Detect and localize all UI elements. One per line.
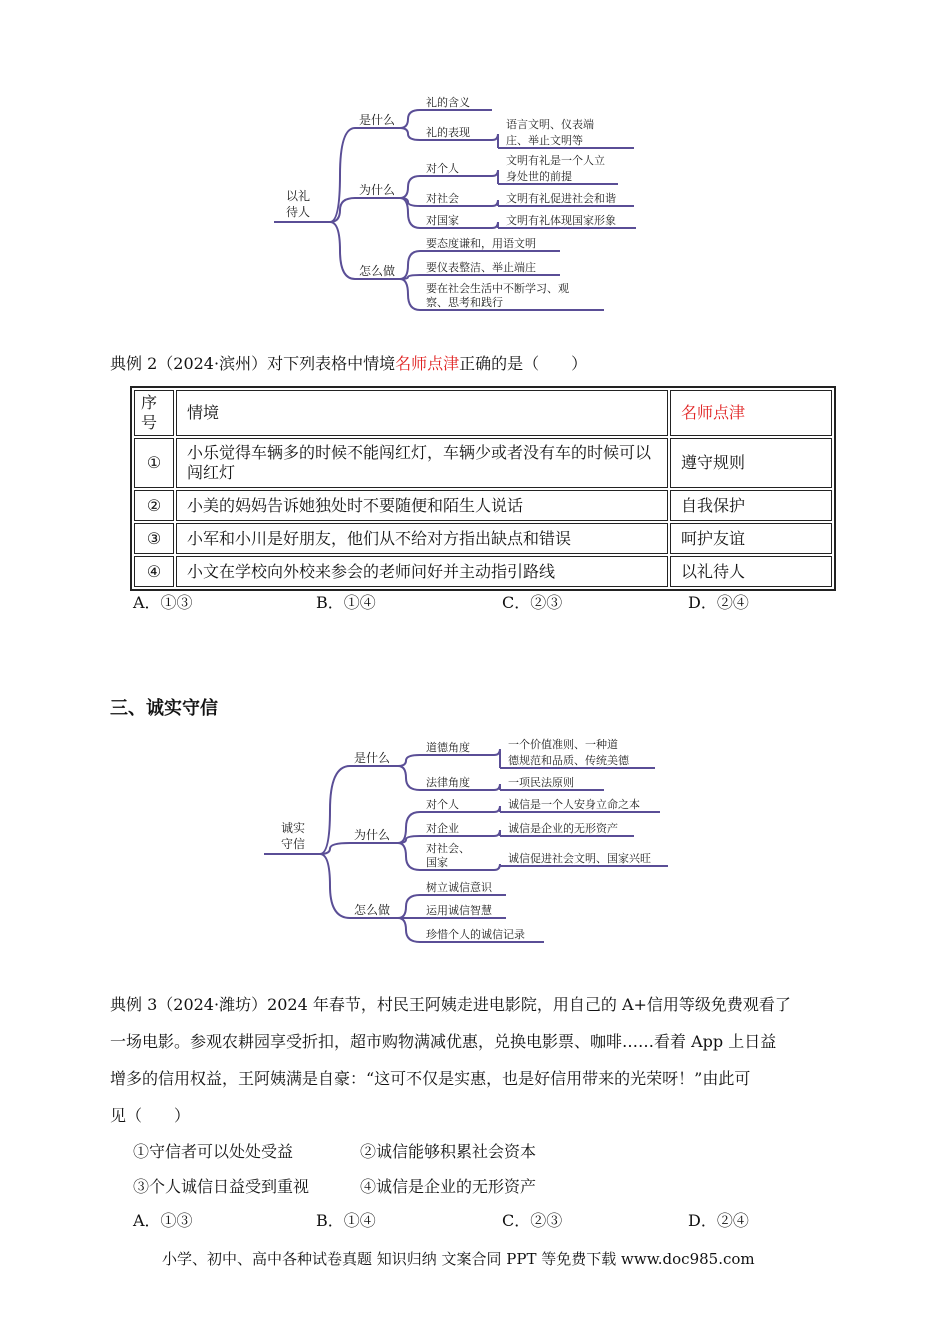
example2-option-b: B．①④ [316, 593, 376, 612]
example3-statement-4: ④诚信是企业的无形资产 [360, 1177, 537, 1196]
example3-option-c: C．②③ [502, 1211, 563, 1230]
mindmap-detail-text: 身处世的前提 [506, 170, 572, 183]
mindmap-item-connector [398, 918, 420, 942]
mindmap-branch-label: 是什么 [354, 751, 391, 765]
mindmap-detail-connector [494, 749, 500, 768]
mindmap-root: 以礼 [286, 189, 311, 203]
mindmap-detail-connector [494, 806, 500, 812]
mindmap-item-label: 对个人 [426, 162, 459, 175]
row-scene: 小美的妈妈告诉她独处时不要随便和陌生人说话 [176, 490, 668, 521]
mindmap-item-label: 礼的含义 [426, 96, 470, 109]
mindmap-root: 待人 [286, 205, 311, 219]
mindmap-detail-text: 一项民法原则 [508, 776, 574, 789]
mindmap-item-label: 要态度谦和，用语文明 [426, 237, 536, 250]
mindmap-item-connector [398, 843, 420, 870]
mindmap-item-label: 察、思考和践行 [426, 296, 503, 309]
row-number: ④ [134, 556, 174, 587]
mindmap-detail-connector [494, 830, 500, 836]
mindmap-item-label: 国家 [426, 856, 448, 869]
mindmap-detail-connector [494, 784, 500, 790]
row-number: ② [134, 490, 174, 521]
mindmap-branch-connector [320, 766, 350, 854]
example2-highlight: 名师点津 [395, 354, 460, 373]
mindmap-item-label: 对国家 [426, 214, 459, 227]
mindmap-branch-label: 为什么 [354, 828, 391, 842]
mindmap-branch-label: 怎么做 [354, 903, 391, 917]
example2-suffix: 正确的是（ ） [459, 354, 588, 373]
row-tip: 自我保护 [670, 490, 832, 521]
mindmap-item-label: 对个人 [426, 798, 459, 811]
mindmap-detail-text: 诚信是一个人安身立命之本 [508, 798, 640, 811]
mindmap-detail-text: 文明有礼促进社会和谐 [506, 192, 616, 205]
mindmap-item-label: 要仪表整洁、举止端庄 [426, 261, 536, 274]
row-scene: 小乐觉得车辆多的时候不能闯红灯，车辆少或者没有车的时候可以闯红灯 [176, 438, 668, 488]
mindmap-item-label: 运用诚信智慧 [426, 904, 492, 917]
mindmap-item-connector [398, 895, 420, 918]
mindmap-root: 守信 [281, 837, 306, 851]
mindmap-item-connector [398, 755, 420, 766]
example2-option-c: C．②③ [502, 593, 563, 612]
row-number: ③ [134, 523, 174, 554]
mindmap-item-label: 法律角度 [426, 776, 470, 789]
row-scene: 小文在学校向外校来参会的老师问好并主动指引路线 [176, 556, 668, 587]
mindmap-detail-connector [494, 864, 500, 870]
example3-line-1: 典例 3（2024·潍坊）2024 年春节，村民王阿姨走进电影院，用自己的 A+信用等级免费观看了 [110, 995, 791, 1014]
header-tip: 名师点津 [670, 390, 832, 436]
example2-prefix: 典例 2（2024·滨州）对下列表格中情境 [110, 354, 396, 373]
mindmap-item-label: 树立诚信意识 [426, 881, 492, 894]
mindmap-item-label: 对社会 [426, 192, 459, 205]
row-scene: 小军和小川是好朋友，他们从不给对方指出缺点和错误 [176, 523, 668, 554]
mindmap-item-label: 要在社会生活中不断学习、观 [426, 282, 569, 295]
example3-statement-2: ②诚信能够积累社会资本 [360, 1142, 537, 1161]
page-footer: 小学、初中、高中各种试卷真题 知识归纳 文案合同 PPT 等免费下载 www.doc985.com [162, 1250, 755, 1268]
example3-statement-3: ③个人诚信日益受到重视 [133, 1177, 310, 1196]
example3-line-2: 一场电影。参观农耕园享受折扣，超市购物满减优惠，兑换电影票、咖啡……看着 App 上日益 [110, 1032, 777, 1051]
example2-option-d: D．②④ [688, 593, 749, 612]
mindmap-detail-text: 诚信促进社会文明、国家兴旺 [508, 852, 651, 865]
mindmap-branch-connector [320, 854, 350, 918]
mindmap-item-label: 对社会、 [426, 842, 470, 855]
row-tip: 遵守规则 [670, 438, 832, 488]
example3-line-3: 增多的信用权益，王阿姨满是自豪：“这可不仅是实惠，也是好信用带来的光荣呀！”由此可 [110, 1069, 751, 1088]
mindmap-item-label: 珍惜个人的诚信记录 [426, 928, 525, 941]
example3-statement-1: ①守信者可以处处受益 [133, 1142, 294, 1161]
mindmap-detail-text: 德规范和品质、传统美德 [508, 754, 629, 767]
example2-option-a: A．①③ [133, 593, 193, 612]
row-tip: 呵护友谊 [670, 523, 832, 554]
example3-option-d: D．②④ [688, 1211, 749, 1230]
example3-option-a: A．①③ [133, 1211, 193, 1230]
header-scene: 情境 [176, 390, 668, 436]
row-number: ① [134, 438, 174, 488]
header-number: 序号 [134, 390, 174, 436]
mindmap-detail-text: 诚信是企业的无形资产 [508, 822, 618, 835]
mindmap-root: 诚实 [281, 821, 306, 835]
mindmap-detail-text: 语言文明、仪表端 [506, 118, 594, 131]
mindmap-item-label: 道德角度 [426, 741, 470, 754]
example3-option-b: B．①④ [316, 1211, 376, 1230]
mindmap-item-connector [398, 766, 420, 790]
mindmap-item-label: 礼的表现 [426, 126, 470, 139]
mindmap-item-connector [398, 812, 420, 843]
mindmap-detail-text: 一个价值准则、一种道 [508, 738, 618, 751]
mindmap-detail-text: 文明有礼是一个人立 [506, 154, 605, 167]
mindmap-detail-text: 庄、举止文明等 [506, 134, 583, 147]
mindmap-item-label: 对企业 [426, 822, 459, 835]
mindmap-item-connector [398, 836, 420, 843]
example3-line-4: 见（ ） [110, 1106, 191, 1125]
mindmap-branch-label: 是什么 [359, 113, 396, 127]
mindmap-branch-label: 为什么 [359, 183, 396, 197]
mindmap-detail-text: 文明有礼体现国家形象 [506, 214, 616, 227]
row-tip: 以礼待人 [670, 556, 832, 587]
section-title: 三、诚实守信 [110, 698, 218, 719]
mindmap-branch-label: 怎么做 [359, 264, 396, 278]
